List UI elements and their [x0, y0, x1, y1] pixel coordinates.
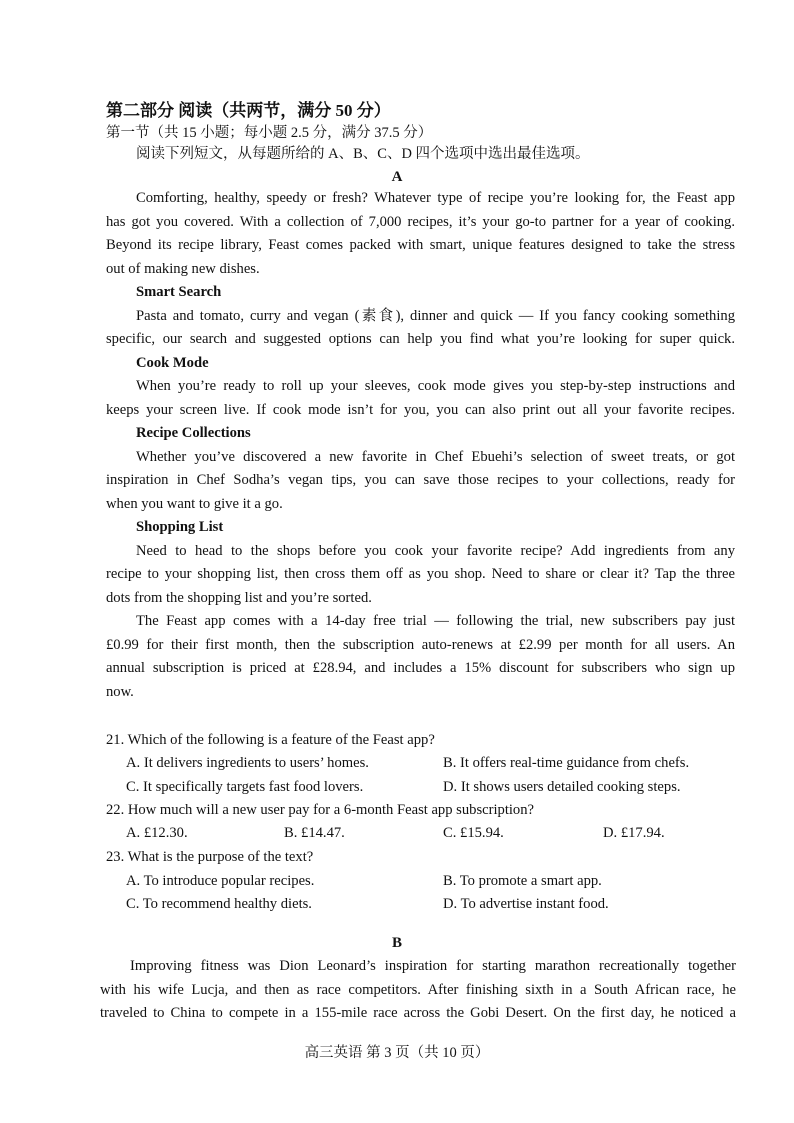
passage-a-intro-line-4: out of making new dishes. — [106, 261, 260, 277]
passage-b-line-1: Improving fitness was Dion Leonard’s inspiration for starting marathon recreationally together — [130, 958, 736, 974]
cook-mode-line-2: keeps your screen live. If cook mode isn’t for you, you can also print out all your favorite recipes. — [106, 402, 735, 418]
question-23-option-d: D. To advertise instant food. — [443, 896, 609, 912]
shopping-list-line-2: recipe to your shopping list, then cross them off as you shop. Need to share or clear it? Tap the three — [106, 566, 735, 582]
section-title: 第一节（共 15 小题；每小题 2.5 分，满分 37.5 分） — [106, 125, 433, 141]
question-21-stem: 21. Which of the following is a feature of the Feast app? — [106, 732, 435, 748]
passage-b-label: B — [391, 935, 402, 951]
recipe-collections-line-1: Whether you’ve discovered a new favorite in Chef Ebuehi’s selection of sweet treats, or got — [136, 449, 735, 465]
passage-b-line-3: traveled to China to compete in a 155-mile race across the Gobi Desert. On the first day, he noticed a — [100, 1005, 736, 1021]
shopping-list-line-1: Need to head to the shops before you cook your favorite recipe? Add ingredients from any — [136, 543, 735, 559]
question-21-option-d: D. It shows users detailed cooking steps. — [443, 779, 681, 795]
question-23-option-c: C. To recommend healthy diets. — [126, 896, 312, 912]
shopping-list-line-3: dots from the shopping list and you’re sorted. — [106, 590, 372, 606]
question-22-option-a: A. £12.30. — [126, 825, 188, 841]
passage-a-intro-line-1: Comforting, healthy, speedy or fresh? Whatever type of recipe you’re looking for, the Feast app — [136, 190, 735, 206]
recipe-collections-line-2: inspiration in Chef Sodha’s vegan tips, you can save those recipes to your collections, ready for — [106, 472, 735, 488]
pricing-line-2: £0.99 for their first month, then the subscription auto-renews at £2.99 per month for all users. An — [106, 637, 735, 653]
question-21-option-a: A. It delivers ingredients to users’ homes. — [126, 755, 369, 771]
question-23-stem: 23. What is the purpose of the text? — [106, 849, 314, 865]
heading-shopping-list: Shopping List — [136, 519, 224, 535]
page-footer: 高三英语 第 3 页（共 10 页） — [304, 1045, 490, 1061]
passage-a-label: A — [391, 169, 403, 185]
heading-smart-search: Smart Search — [136, 284, 222, 300]
question-22-option-b: B. £14.47. — [284, 825, 345, 841]
heading-recipe-collections: Recipe Collections — [136, 425, 251, 441]
smart-search-line-1: Pasta and tomato, curry and vegan (素食), dinner and quick — If you fancy cooking something — [136, 308, 735, 324]
pricing-line-3: annual subscription is priced at £28.94, and includes a 15% discount for subscribers who sign up — [106, 660, 735, 676]
pricing-line-1: The Feast app comes with a 14-day free trial — following the trial, new subscribers pay just — [136, 613, 735, 629]
recipe-collections-line-3: when you want to give it a go. — [106, 496, 283, 512]
question-23-option-b: B. To promote a smart app. — [443, 873, 602, 889]
passage-a-intro-line-2: has got you covered. With a collection of 7,000 recipes, it’s your go-to partner for a year of cooking. — [106, 214, 735, 230]
question-22-stem: 22. How much will a new user pay for a 6-month Feast app subscription? — [106, 802, 534, 818]
question-21-option-c: C. It specifically targets fast food lovers. — [126, 779, 364, 795]
question-22-option-d: D. £17.94. — [603, 825, 665, 841]
cook-mode-line-1: When you’re ready to roll up your sleeves, cook mode gives you step-by-step instructions and — [136, 378, 735, 394]
instruction: 阅读下列短文，从每题所给的 A、B、C、D 四个选项中选出最佳选项。 — [136, 146, 590, 162]
smart-search-line-2: specific, our search and suggested options can help you find what you’re looking for super quick. — [106, 331, 735, 347]
part-title: 第二部分 阅读（共两节，满分 50 分） — [106, 101, 391, 120]
passage-a-intro-line-3: Beyond its recipe library, Feast comes packed with smart, unique features designed to take the stress — [106, 237, 735, 253]
pricing-line-4: now. — [106, 684, 134, 700]
question-23-option-a: A. To introduce popular recipes. — [126, 873, 315, 889]
heading-cook-mode: Cook Mode — [136, 355, 209, 371]
passage-b-line-2: with his wife Lucja, and then as race competitors. After finishing sixth in a South African race, he — [100, 982, 736, 998]
question-21-option-b: B. It offers real-time guidance from chefs. — [443, 755, 690, 771]
question-22-option-c: C. £15.94. — [443, 825, 504, 841]
